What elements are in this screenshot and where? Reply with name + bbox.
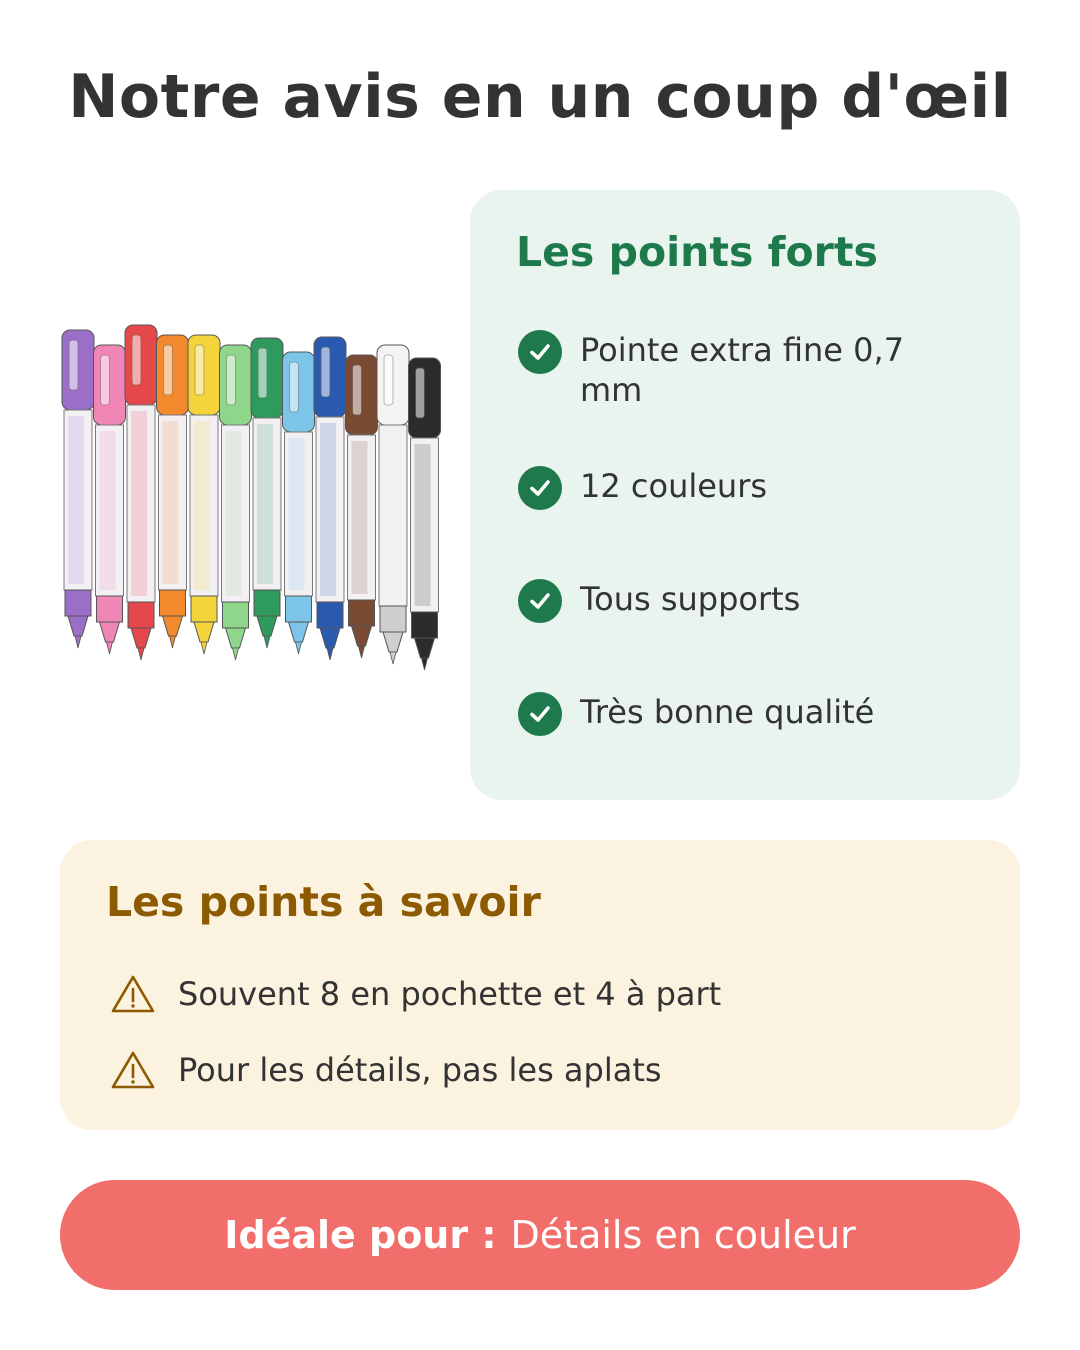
pro-item-label: Pointe extra fine 0,7 mm [580,331,905,409]
marker-pen [125,325,157,660]
marker-pen [188,335,220,654]
con-item [110,1050,662,1090]
pro-item [518,466,958,510]
ideal-for-label: Idéale pour : [224,1213,497,1257]
check-circle-icon [518,692,562,736]
pro-item [518,330,958,410]
marker-set-illustration [48,300,448,690]
check-circle-icon [518,330,562,374]
marker-pen [314,337,346,660]
pros-title: Les points forts [516,228,878,276]
marker-pen [251,338,283,648]
check-circle-icon [518,579,562,623]
ideal-for-value: Détails en couleur [510,1213,856,1257]
marker-pen [157,335,189,648]
ideal-for-banner [60,1180,1020,1290]
con-item-label: Pour les détails, pas les aplats [178,1051,662,1089]
marker-pen [62,330,94,648]
pro-item-label: Très bonne qualité [580,693,875,731]
page-title: Notre avis en un coup d'œil [68,62,1012,132]
marker-pen [94,345,126,654]
pro-item-label: 12 couleurs [580,467,768,505]
pro-item-label: Tous supports [580,580,801,618]
pro-item [518,692,958,736]
cons-title: Les points à savoir [106,878,541,926]
marker-pen [220,345,252,660]
pros-card [470,190,1020,800]
marker-pen [346,355,378,658]
marker-pen [283,352,315,654]
warning-triangle-icon [110,1050,156,1090]
warning-triangle-icon [110,974,156,1014]
cons-card [60,840,1020,1130]
marker-pen [377,345,409,664]
con-item-label: Souvent 8 en pochette et 4 à part [178,975,722,1013]
con-item [110,974,721,1014]
pro-item [518,579,958,623]
marker-pen [409,358,441,670]
check-circle-icon [518,466,562,510]
